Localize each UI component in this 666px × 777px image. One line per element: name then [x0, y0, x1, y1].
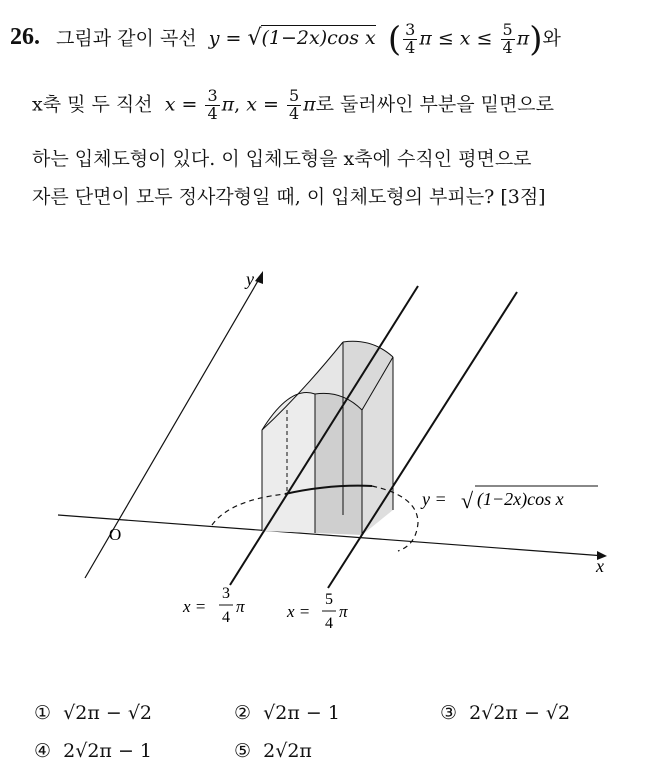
- choice-3-text: 2√2π − √2: [469, 702, 571, 724]
- range-lower-num: 3: [405, 20, 416, 39]
- question-line-4: 자른 단면이 모두 정사각형일 때, 이 입체도형의 부피는? [3점]: [32, 186, 546, 208]
- range-open-paren: (: [387, 19, 402, 60]
- choice-1-number: ①: [34, 702, 52, 724]
- line2-x1-num: 3: [207, 86, 218, 105]
- line2-label-den: 4: [325, 615, 333, 632]
- range-lower-pi: π: [419, 27, 432, 50]
- line1-label-den: 4: [222, 609, 230, 626]
- x-axis-label: x: [596, 556, 604, 576]
- solid-front-section: [315, 393, 362, 535]
- range-upper-pi: π: [516, 27, 530, 50]
- question-line-3: 하는 입체도형이 있다. 이 입체도형을 x축에 수직인 평면으로: [32, 148, 532, 170]
- range-close-paren: ): [529, 19, 543, 60]
- line2-x1-lhs: x =: [164, 93, 198, 116]
- y-axis-arrow: [255, 271, 263, 284]
- line2-x2-den: 4: [288, 103, 300, 123]
- question-number: 26.: [10, 24, 40, 51]
- choice-2[interactable]: [234, 702, 340, 724]
- choice-5-text: 2√2π: [263, 740, 312, 762]
- choice-1[interactable]: [34, 702, 152, 724]
- choice-2-text: √2π − 1: [263, 702, 340, 724]
- choice-5-number: ⑤: [234, 740, 252, 762]
- y-axis-label: y: [246, 269, 254, 289]
- curve-label-radicand: (1−2x)cos x: [477, 489, 564, 509]
- choice-2-number: ②: [234, 702, 252, 724]
- choice-4-text: 2√2π − 1: [63, 740, 152, 762]
- line2-axis-text: x축 및 두 직선: [32, 93, 153, 116]
- curve-radicand: (1−2x)cos x: [261, 27, 376, 50]
- choice-5[interactable]: [234, 740, 312, 762]
- line2-x2-num: 5: [288, 86, 300, 105]
- line2-x1-den: 4: [207, 103, 218, 123]
- range-lower-den: 4: [405, 37, 416, 57]
- line1-label-lhs: x =: [183, 597, 207, 616]
- line2-label-pi: π: [339, 602, 348, 621]
- question-intro: 그림과 같이 곡선: [56, 27, 197, 50]
- choice-1-text: √2π − √2: [63, 702, 153, 724]
- choice-3[interactable]: [440, 702, 570, 724]
- range-inequality: ≤ x ≤: [437, 27, 493, 50]
- line1-label-num: 3: [222, 585, 230, 602]
- line2-x2-pi: π: [303, 93, 316, 116]
- line1-label-pi: π: [236, 597, 245, 616]
- choice-4[interactable]: [34, 740, 152, 762]
- curve-label-lhs: y =: [422, 489, 447, 509]
- line2-suffix: 로 둘러싸인 부분을 밑면으로: [315, 93, 555, 116]
- line2-x2-lhs: x =: [246, 93, 279, 116]
- line2-label-lhs: x =: [287, 602, 311, 621]
- question-line1-suffix: 와: [542, 27, 561, 50]
- sqrt-symbol: √: [247, 25, 262, 51]
- choice-4-number: ④: [34, 740, 52, 762]
- curve-y: y: [208, 27, 220, 50]
- line2-separator: ,: [234, 93, 241, 116]
- range-upper-den: 4: [502, 37, 513, 57]
- choice-3-number: ③: [440, 702, 458, 724]
- range-upper-num: 5: [502, 20, 513, 39]
- origin-label: O: [109, 525, 122, 544]
- line2-label-num: 5: [325, 591, 333, 608]
- line2-x1-pi: π: [221, 93, 235, 116]
- curve-eq-sign: =: [225, 27, 242, 50]
- curve-label-sqrt: √: [461, 488, 474, 513]
